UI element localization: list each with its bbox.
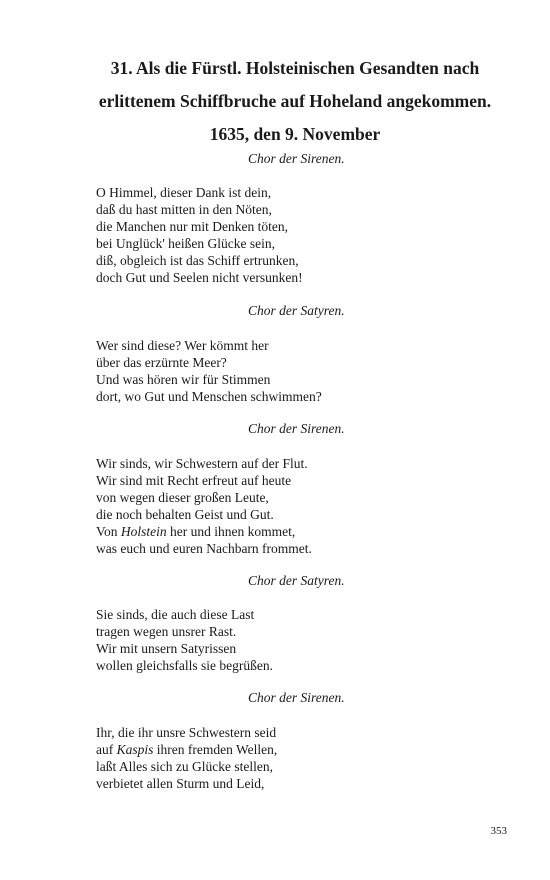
speaker-label: Chor der Sirenen. bbox=[248, 151, 345, 166]
stanza bbox=[96, 606, 273, 674]
speaker-label: Chor der Sirenen. bbox=[248, 690, 345, 705]
stanza bbox=[96, 724, 277, 792]
verse-line: diß, obgleich ist das Schiff ertrunken, bbox=[96, 253, 299, 268]
verse-text: her und ihnen kommet, bbox=[166, 524, 296, 539]
verse-text: auf bbox=[96, 742, 117, 757]
place-name: Holstein bbox=[120, 524, 167, 539]
verse-text: ihren fremden Wellen, bbox=[153, 742, 278, 757]
speaker-label: Chor der Satyren. bbox=[248, 573, 345, 588]
stanza bbox=[96, 455, 312, 557]
verse-line: doch Gut und Seelen nicht versunken! bbox=[96, 270, 303, 285]
stanza bbox=[96, 337, 322, 405]
verse-line: laßt Alles sich zu Glücke stellen, bbox=[96, 759, 273, 774]
speaker-label: Chor der Sirenen. bbox=[248, 421, 345, 436]
place-name: Kaspis bbox=[116, 742, 154, 757]
verse-line: Wir mit unsern Satyrissen bbox=[96, 641, 237, 656]
page-number: 353 bbox=[490, 825, 507, 837]
verse-line: Wer sind diese? Wer kömmt her bbox=[96, 338, 269, 353]
poem-title-line-1: 31. Als die Fürstl. Holsteinischen Gesandten nach bbox=[110, 58, 480, 78]
verse-line: tragen wegen unsrer Rast. bbox=[96, 624, 237, 639]
verse-line: Wir sind mit Recht erfreut auf heute bbox=[96, 473, 292, 488]
poem-title-line-2: erlittenem Schiffbruche auf Hoheland angekommen. bbox=[98, 91, 492, 111]
verse-line: dort, wo Gut und Menschen schwimmen? bbox=[96, 389, 322, 404]
verse-line bbox=[96, 741, 277, 758]
verse-line: was euch und euren Nachbarn frommet. bbox=[96, 541, 312, 556]
verse-line: Ihr, die ihr unsre Schwestern seid bbox=[96, 725, 277, 740]
verse-line: Wir sinds, wir Schwestern auf der Flut. bbox=[96, 456, 308, 471]
verse-line: wollen gleichsfalls sie begrüßen. bbox=[96, 658, 273, 673]
verse-line: Und was hören wir für Stimmen bbox=[96, 372, 271, 387]
verse-line: O Himmel, dieser Dank ist dein, bbox=[96, 185, 272, 200]
verse-line: Sie sinds, die auch diese Last bbox=[96, 607, 255, 622]
stanza bbox=[96, 184, 303, 286]
verse-line: verbietet allen Sturm und Leid, bbox=[96, 776, 265, 791]
verse-line: bei Unglück' heißen Glücke sein, bbox=[96, 236, 276, 251]
verse-line: die Manchen nur mit Denken töten, bbox=[96, 219, 288, 234]
verse-line bbox=[96, 523, 312, 540]
speaker-label: Chor der Satyren. bbox=[248, 303, 345, 318]
verse-line: die noch behalten Geist und Gut. bbox=[96, 507, 274, 522]
poem-date: 1635, den 9. November bbox=[209, 124, 381, 144]
verse-line: daß du hast mitten in den Nöten, bbox=[96, 202, 272, 217]
verse-text: Von bbox=[96, 524, 121, 539]
verse-line: über das erzürnte Meer? bbox=[96, 355, 227, 370]
verse-line: von wegen dieser großen Leute, bbox=[96, 490, 269, 505]
